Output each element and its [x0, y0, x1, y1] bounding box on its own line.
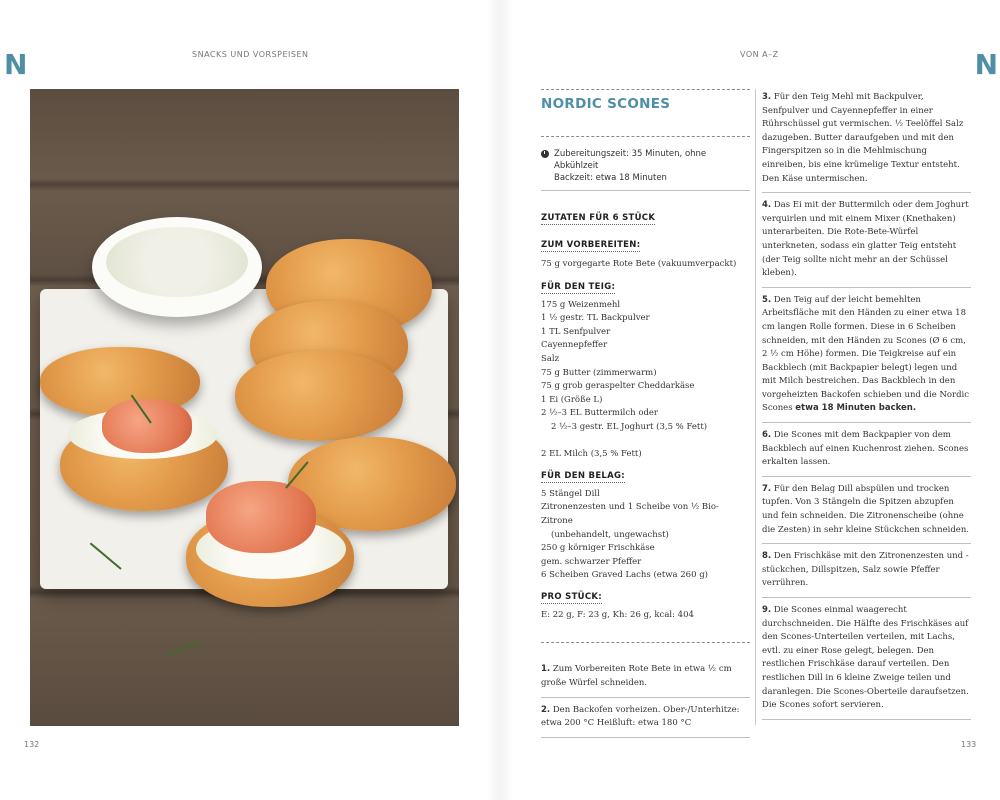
ingredients-heading: ZUTATEN FÜR 6 STÜCK	[541, 213, 656, 223]
recipe-photo	[30, 89, 459, 726]
ingredient: 1 Ei (Größe L)	[541, 394, 603, 405]
ingredient: 2 ½–3 EL Buttermilch oder	[541, 408, 658, 419]
ingredient: Cayennepfeffer	[541, 340, 608, 351]
cream-cheese-dip	[106, 227, 248, 297]
time-info	[541, 148, 750, 184]
scone-stack-bottom	[235, 351, 403, 441]
step-7: 7. Für den Belag Dill abspülen und trocken tupfen. Von 3 Stängeln die Spitzen abzupfen und fein schneiden. Die Zitronenscheibe (ohne die Zesten) in sehr kleine Stückchen schneiden.	[762, 483, 970, 535]
ingredient: Zitronenzesten und 1 Scheibe von ½ Bio-Zitrone	[541, 502, 719, 526]
ingredient: 75 g grob geraspelter Cheddarkäse	[541, 381, 695, 392]
divider	[541, 136, 750, 137]
running-head-right: VON A–Z	[740, 50, 779, 59]
divider	[541, 190, 750, 191]
ingredient: 250 g körniger Frischkäse	[541, 543, 655, 554]
clock-icon	[541, 150, 549, 158]
step-1: 1. Zum Vorbereiten Rote Bete in etwa ½ cm große Würfel schneiden.	[541, 664, 732, 689]
bake-time: Backzeit: etwa 18 Minuten	[554, 173, 667, 183]
scone-front-salmon	[206, 481, 316, 553]
step-2: 2. Den Backofen vorheizen. Ober-/Unterhitze: etwa 200 °C Heißluft: etwa 180 °C	[541, 704, 740, 729]
prep-time: Zubereitungszeit: 35 Minuten, ohne Abkühlzeit	[554, 149, 707, 171]
page-number-left: 132	[24, 740, 40, 749]
ingredient: 75 g Butter (zimmerwarm)	[541, 367, 657, 378]
book-gutter	[486, 0, 514, 800]
step-8: 8. Den Frischkäse mit den Zitronenzesten und -stückchen, Dillspitzen, Salz sowie Pfeffer verrühren.	[762, 551, 969, 589]
ingredient: 1 ½ gestr. TL Backpulver	[541, 313, 650, 324]
step-3: 3. Für den Teig Mehl mit Backpulver, Senfpulver und Cayennepfeffer in einer Rührschüssel gut vermischen. ½ Teelöffel Salz dazugeben. Butter daraufgeben und mit den Fingerspitzen so in die Mehlmischung einreiben, bis eine krümelige Textur entsteht. Den Käse untermischen.	[762, 92, 964, 184]
step-4: 4. Das Ei mit der Buttermilch oder dem Joghurt verquirlen und mit einem Mixer (Knethaken) unterarbeiten. Die Rote-Bete-Würfel unterkneten, sodass ein glatter Teig entsteht (der Teig sollte nicht mehr an der Schüssel kleben).	[762, 200, 969, 279]
scone-left-salmon	[102, 399, 192, 453]
ingredient: (unbehandelt, ungewachst)	[551, 529, 669, 540]
recipe-column-ingredients	[541, 89, 750, 738]
divider	[541, 642, 750, 643]
divider	[541, 89, 750, 90]
chapter-tab-right: N	[974, 48, 998, 81]
ingredient: gem. schwarzer Pfeffer	[541, 556, 642, 567]
ingredient: 2 ½–3 gestr. EL Joghurt (3,5 % Fett)	[551, 421, 708, 432]
step-5: 5. Den Teig auf der leicht bemehlten Arbeitsfläche mit den Händen zu einer etwa 18 cm langen Rolle formen. Diese in 6 Scheiben schneiden, mit den Händen zu Scones (Ø 6 cm, 2 ½ cm Höhe) formen. Die Teigkreise auf ein Backblech (mit Backpapier belegt) legen und mit Milch bestreichen. Das Backblech in den vorgeheizten Backofen schieben und die Nordic Scones etwa 18 Minuten backen.	[762, 294, 969, 414]
column-rule	[755, 89, 756, 725]
dill-sprig	[166, 642, 201, 656]
recipe-title: NORDIC SCONES	[541, 96, 671, 112]
page-number-right: 133	[961, 740, 977, 749]
ingredient: 75 g vorgegarte Rote Bete (vakuumverpackt)	[541, 259, 737, 269]
section-heading: PRO STÜCK:	[541, 591, 603, 602]
running-head-left: SNACKS UND VORSPEISEN	[192, 50, 309, 59]
step-6: 6. Die Scones mit dem Backpapier von dem Backblech auf einen Kuchenrost ziehen. Scones erkalten lassen.	[762, 430, 969, 468]
section-heading: FÜR DEN BELAG:	[541, 470, 626, 481]
chapter-tab-left: N	[4, 48, 28, 81]
step-9: 9. Die Scones einmal waagerecht durchschneiden. Die Hälfte des Frischkäses auf den Scones-Unterteilen verteilen, mit Lachs, evtl. zu einer Rose gelegt, belegen. Den restlichen Frischkäse darauf verteilen. Den restlichen Dill in 6 kleine Zweige teilen und daranlegen. Die Scones-Oberteile daraufsetzen. Die Scones sofort servieren.	[762, 605, 969, 711]
recipe-column-steps	[762, 89, 971, 720]
divider	[762, 719, 971, 720]
ingredient-spacer	[541, 435, 750, 449]
ingredient: 2 EL Milch (3,5 % Fett)	[541, 449, 642, 460]
divider	[541, 737, 750, 738]
section-heading: FÜR DEN TEIG:	[541, 281, 616, 292]
section-heading: ZUM VORBEREITEN:	[541, 240, 641, 250]
ingredient: 175 g Weizenmehl	[541, 299, 621, 310]
ingredient: 5 Stängel Dill	[541, 488, 600, 499]
ingredient: 1 TL Senfpulver	[541, 326, 611, 337]
ingredient: 6 Scheiben Graved Lachs (etwa 260 g)	[541, 570, 708, 581]
ingredient: Salz	[541, 353, 560, 364]
nutrition-info: E: 22 g, F: 23 g, Kh: 26 g, kcal: 404	[541, 609, 694, 620]
